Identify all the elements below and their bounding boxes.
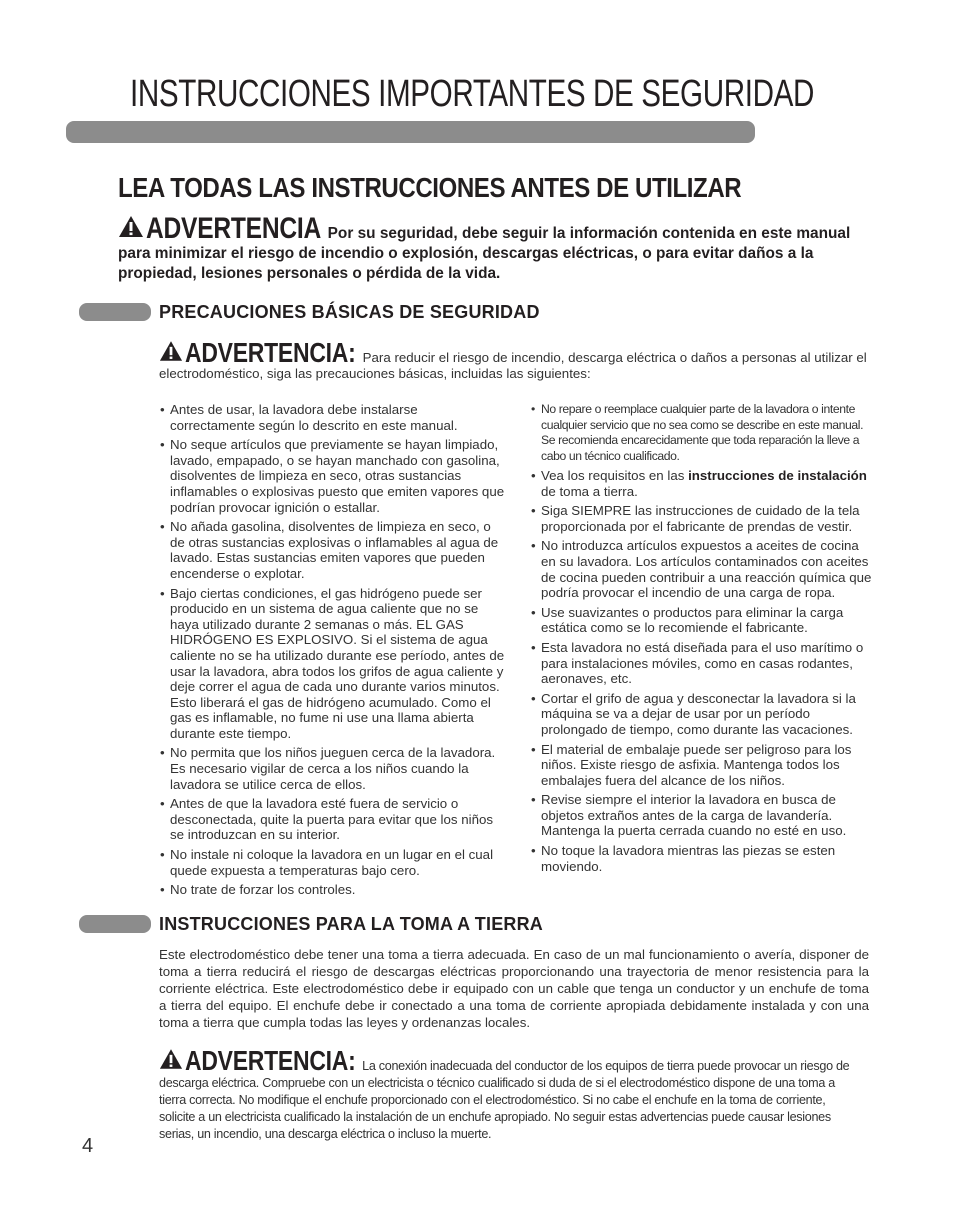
section-bar — [79, 915, 151, 933]
list-item-text: Vea los requisitos en las — [541, 468, 689, 483]
warning-text: Por su seguridad, debe seguir la información contenida en este manual para minimizar el riesgo de incendio o explosión, descargas eléctricas, o para evitar daños a la propiedad, lesiones personales o pérdida de la vida. — [118, 225, 851, 282]
warning-triangle-icon — [159, 340, 183, 362]
list-item: • Use suavizantes o productos para eliminar la carga estática como se lo recomiende el fabricante. — [531, 605, 877, 636]
list-item: • Antes de que la lavadora esté fuera de servicio o desconectada, quite la puerta para evitar que los niños se introduzcan en su interior. — [160, 796, 506, 843]
list-item: • No toque la lavadora mientras las piezas se esten moviendo. — [531, 843, 877, 874]
list-item: • No añada gasolina, disolventes de limpieza en seco, o de otras sustancias explosivas o inflamables al agua de lavado. Estas sustancias emiten vapores que pueden encenderse o explotar. — [160, 519, 506, 581]
warning-triangle-icon — [159, 1048, 183, 1070]
list-item: • No seque artículos que previamente se hayan limpiado, lavado, empapado, o se hayan manchado con gasolina, disolventes de limpieza en seco, otras sustancias inflamables o explosivas puesto que emiten vapores que podrían provocar ignición o estallar. — [160, 437, 506, 515]
warning-triangle-icon — [118, 215, 144, 238]
section-bar — [79, 303, 151, 321]
list-item — [531, 468, 877, 499]
list-item-emphasis: instrucciones de instalación — [688, 468, 867, 483]
list-item: • Cortar el grifo de agua y desconectar la lavadora si la máquina se va a dejar de usar por un período prolongado de tiempo, como durante las vacaciones. — [531, 691, 877, 738]
list-item: • No permita que los niños jueguen cerca de la lavadora. Es necesario vigilar de cerca a los niños cuando la lavadora se utilice cerca de ellos. — [160, 745, 506, 792]
list-item: • No trate de forzar los controles. — [160, 882, 506, 898]
warning-label: ADVERTENCIA: — [185, 337, 356, 368]
left-bullet-list — [160, 402, 506, 902]
warning-text: Para reducir el riesgo de incendio, descarga eléctrica o daños a personas al utilizar el electrodoméstico, siga las precauciones básicas, incluidas las siguientes: — [159, 350, 867, 381]
list-item: • Bajo ciertas condiciones, el gas hidrógeno puede ser producido en un sistema de agua caliente que no se haya utilizado durante 2 semanas o más. EL GAS HIDRÓGENO ES EXPLOSIVO. Si el sistema de agua caliente no se ha utilizado durante ese período, antes de usar la lavadora, abra todos los grifos de agua caliente y deje correr el agua de cada uno durante varios minutos. Esto liberará el gas de hidrógeno acumulado. Como el gas es inflamable, no fume ni use una llama abierta durante este tiempo. — [160, 586, 506, 742]
list-item: • No introduzca artículos expuestos a aceites de cocina en su lavadora. Los artículos contaminados con aceites de cocina pueden contribuir a una reacción química que podría provocar el incendio de una carga de ropa. — [531, 538, 877, 600]
basic-section-title: PRECAUCIONES BÁSICAS DE SEGURIDAD — [159, 302, 540, 322]
ground-warning — [159, 1045, 859, 1143]
list-item-text: de toma a tierra. — [541, 483, 638, 499]
right-bullet-list — [531, 402, 877, 878]
warning-text: La conexión inadecuada del conductor de los equipos de tierra puede provocar un riesgo de descarga eléctrica. Compruebe con un electricista o técnico cualificado si duda de si el electrodoméstico dispone de una toma a tierra correcta. No modifique el enchufe proporcionado con el electrodoméstico. Si no cabe el enchufe en la toma de corriente, solicite a un electricista cualificado la instalación de un enchufe apropiado. No seguir estas advertencias puede causar lesiones serias, un incendio, una descarga eléctrica o incluso la muerte. — [159, 1059, 850, 1141]
list-item: • El material de embalaje puede ser peligroso para los niños. Existe riesgo de asfixia. Mantenga todos los embalajes fuera del alcance de los niños. — [531, 742, 877, 789]
list-item: • Antes de usar, la lavadora debe instalarse correctamente según lo descrito en este manual. — [160, 402, 506, 433]
list-item: • No instale ni coloque la lavadora en un lugar en el cual quede expuesta a temperaturas bajo cero. — [160, 847, 506, 878]
warning-label: ADVERTENCIA — [146, 212, 321, 245]
main-heading: LEA TODAS LAS INSTRUCCIONES ANTES DE UTILIZAR — [118, 172, 742, 203]
ground-paragraph: Este electrodoméstico debe tener una toma a tierra adecuada. En caso de un mal funcionamiento o avería, disponer de toma a tierra reducirá el riesgo de descargas eléctricas proporcionando una trayectoria de menor resistencia para la corriente eléctrica. Este electrodoméstico debe ir equipado con un cable que tenga un conductor y un enchufe de toma a tierra del equipo. El enchufe debe ir conectado a una toma de corriente apropiada debidamente instalada y con una toma a tierra que cumpla todas las leyes y ordenanzas locales. — [159, 947, 869, 1030]
ground-section-title: INSTRUCCIONES PARA LA TOMA A TIERRA — [159, 914, 543, 934]
list-item: • No repare o reemplace cualquier parte de la lavadora o intente cualquier servicio que no sea como se describe en este manual. Se recomienda encarecidamente que toda reparación la lleve a cabo un técnico cualificado. — [531, 402, 877, 464]
title-bar — [66, 121, 755, 143]
list-item: • Revise siempre el interior la lavadora en busca de objetos extraños antes de la carga de lavandería. Mantenga la puerta cerrada cuando no esté en uso. — [531, 792, 877, 839]
warning-label: ADVERTENCIA: — [185, 1045, 356, 1076]
page-number: 4 — [82, 1135, 94, 1157]
list-item: • Siga SIEMPRE las instrucciones de cuidado de la tela proporcionada por el fabricante de prendas de vestir. — [531, 503, 877, 534]
basic-warning — [159, 337, 871, 382]
page-title: INSTRUCCIONES IMPORTANTES DE SEGURIDAD — [130, 73, 814, 115]
list-item: • Esta lavadora no está diseñada para el uso marítimo o para instalaciones móviles, como en casas rodantes, aeronaves, etc. — [531, 640, 877, 687]
main-warning — [118, 214, 868, 284]
